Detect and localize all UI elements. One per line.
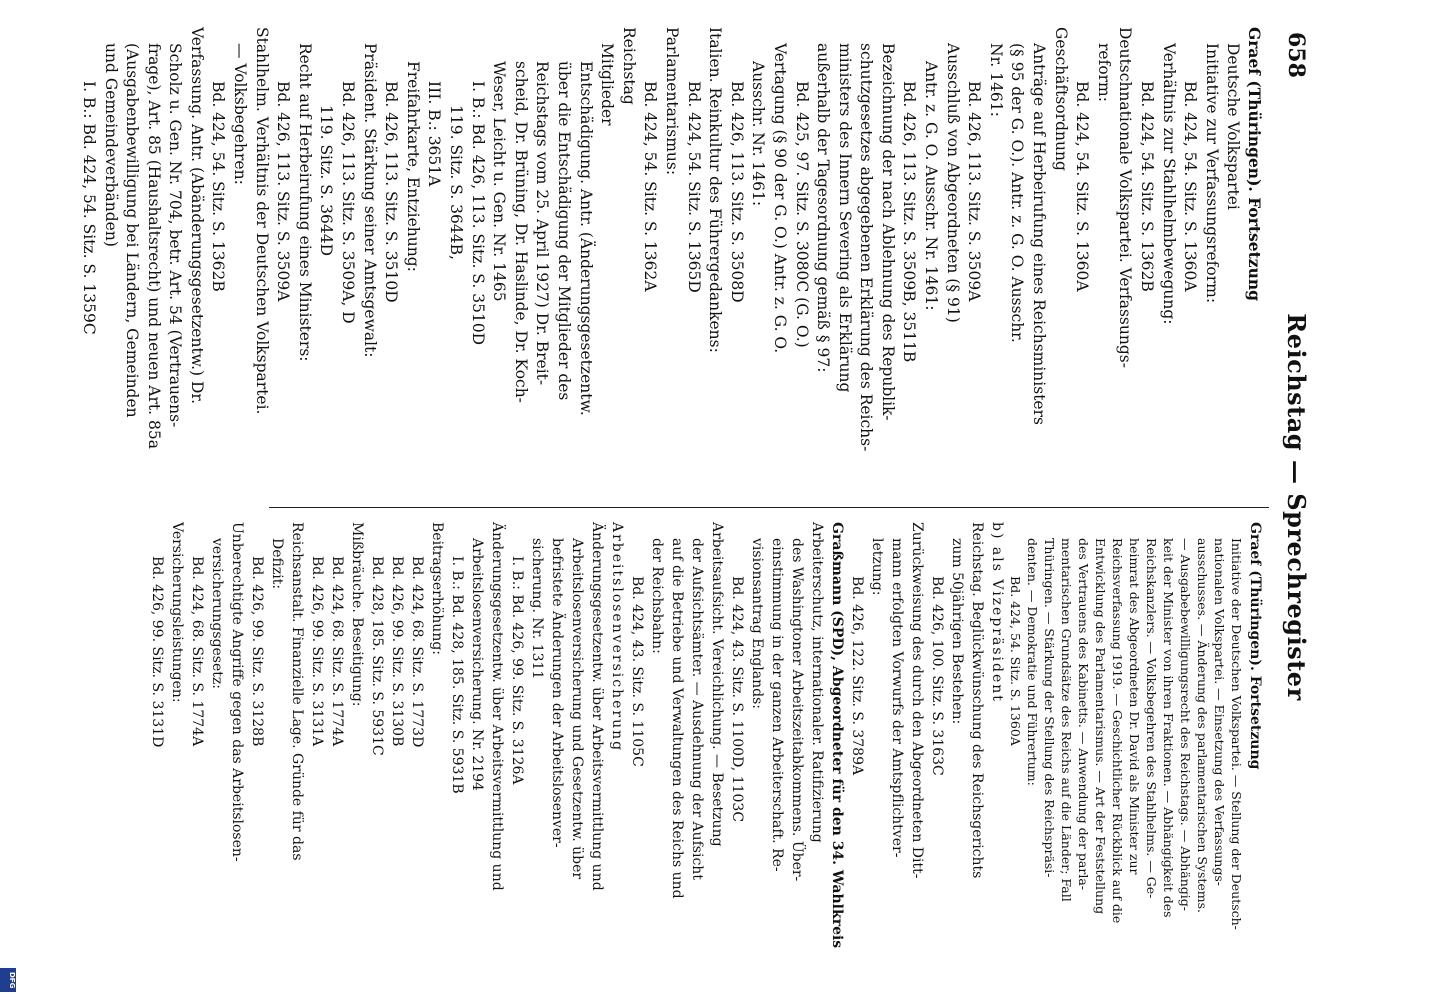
index-entry: I. B.: Bd. 426, 99. Sitz. S. 3126A (509, 556, 525, 785)
index-entry: (§ 95 der G. O.). Antr. z. G. O. Ausschr. (1008, 43, 1027, 343)
index-entry: des Washingtoner Arbeitszeitabkommens. Über- (789, 538, 805, 882)
index-entry: außerhalb der Tagesordnung gemäß § 97: (814, 43, 833, 373)
index-entry: Bd. 426, 99. Sitz. S. 3131D (149, 556, 165, 748)
index-entry: Weser, Leicht u. Gen. Nr. 1465 (490, 61, 509, 302)
index-entry: Ausschr. Nr. 1461: (749, 61, 768, 207)
index-entry: ausschusses. — Änderung des parlamentarischen Systems. (1195, 538, 1210, 914)
index-entry: frage), Art. 85 (Haushaltsrecht) und neuen Art. 85a (144, 43, 163, 449)
index-entry: 119. Sitz. S. 3644D (317, 105, 336, 257)
index-entry: Reichskanzlers. — Volksbegehren des Stahlhelms. — Ge- (1144, 538, 1159, 899)
index-entry: Entwicklung des Parlamentarismus. — Art der Feststellung (1093, 538, 1108, 915)
page-number: 658 (1283, 32, 1309, 78)
index-entry: Bd. 426, 113. Sitz. S. 3509B, 3511B (900, 81, 919, 363)
index-entry: zum 50jährigen Bestehen: (949, 538, 965, 725)
rotated-scanned-page (79, 22, 1317, 992)
index-entry: des Vertrauens des Kabinetts. — Anwendung der parla- (1076, 538, 1091, 891)
index-entry: Arbeitslosenversicherung und Gesetzentw. über (569, 538, 585, 880)
index-entry: Entschädigung. Antr. (Änderungsgesetzentw. (576, 61, 595, 416)
index-entry: heimrat des Abgeordneten Dr. David als Minister zur (1127, 538, 1142, 875)
index-entry: Vertagung (§ 90 der G. O.) Antr. z. G. O. (770, 43, 789, 354)
right-column (140, 522, 1265, 982)
index-entry: Bd. 426, 122. Sitz. S. 3789A (849, 576, 865, 776)
index-entry: Reichstags vom 25. April 1927) Dr. Breit- (533, 61, 552, 386)
index-entry: Scholz u. Gen. Nr. 704, betr. Art. 54 (Vertrauens- (166, 43, 185, 428)
index-entry: der Aufsichtsämter. — Ausdehnung der Aufsicht (689, 538, 705, 880)
index-entry: Mißbräuche. Beseitigung: (349, 522, 365, 707)
index-entry: Thüringen. — Stärkung der Stellung des Reichspräsi- (1042, 538, 1057, 878)
index-entry: Zurückweisung des durch den Abgeordneten Ditt- (909, 522, 925, 879)
index-entry: und Gemeindeverbänden) (101, 43, 120, 247)
index-entry: — Volksbegehren: (231, 43, 250, 185)
index-entry: I. B.: Bd. 424, 54. Sitz. S. 1359C (79, 81, 98, 335)
index-entry: Italien. Reinkultur des Führergedankens: (706, 27, 725, 353)
index-entry: Bezeichnung der nach Ablehnung des Republik- (878, 43, 897, 421)
index-entry: ministers des Innern Severing als Erklärung (835, 43, 854, 393)
index-entry: Präsident. Stärkung seiner Amtsgewalt: (360, 43, 379, 358)
index-entry: Reichstag (619, 27, 638, 105)
index-entry: visionsantrag Englands: (749, 538, 765, 710)
index-entry: — Ausgabebewilligungsrecht des Reichstags. — Abhängig- (1178, 538, 1193, 912)
index-entry: Bd. 426, 113. Sitz. S. 3510D (382, 81, 401, 303)
index-entry: Unberechtigte Angriffe gegen das Arbeitslosen- (229, 522, 245, 862)
index-entry: reform: (1094, 43, 1113, 102)
index-entry: Graßmann (SPD), Abgeordneter für den 34. Wahlkreis (829, 522, 845, 949)
index-entry: Defizit: (269, 538, 285, 590)
index-entry: schutzgesetzes abgegebenen Erklärung des Reichs- (857, 43, 876, 452)
column-divider (269, 507, 1269, 508)
index-entry: Arbeitslosenversicherung. Nr. 2194 (469, 538, 485, 791)
index-entry: b) als Vizepräsident (989, 522, 1005, 703)
index-entry: Bd. 426, 99. Sitz. S. 3130B (389, 556, 405, 747)
index-entry: (Ausgabenbewilligung bei Ländern, Gemeinden (123, 43, 142, 418)
index-entry: Freifahrkarte, Entziehung: (403, 61, 422, 272)
left-column (79, 27, 1265, 487)
index-entry: mann erfolgten Vorwurfs der Amtspflichtver- (889, 538, 905, 858)
index-entry: der Reichsbahn: (649, 538, 665, 654)
index-entry: über die Entschädigung der Mitglieder des (555, 61, 573, 401)
index-entry: Geschäftsordnung (1051, 27, 1070, 171)
running-head: Reichstag — Sprechregister (1282, 313, 1311, 701)
index-entry: Deutschnationale Volkspartei. Verfassungs- (1116, 27, 1135, 368)
index-entry: sicherung. Nr. 1311 (529, 538, 545, 680)
index-entry: Bd. 424, 54. Sitz. S. 1362A (641, 81, 660, 292)
index-entry: keit der Minister von ihren Fraktionen. — Abhängigkeit des (1161, 538, 1176, 918)
index-entry: Bd. 426, 113. Sitz. S. 3509A (274, 81, 293, 302)
index-entry: einstimmung in der ganzen Arbeiterschaft. Re- (769, 538, 785, 872)
index-entry: Graef (Thüringen). Fortsetzung (1245, 27, 1264, 301)
index-entry: Bd. 424, 54. Sitz. S. 1360A (1073, 81, 1092, 292)
index-entry: Stahlhelm. Verhältnis der Deutschen Volkspartei. (252, 27, 271, 415)
index-entry: Recht auf Herbeirufung eines Ministers: (295, 43, 314, 362)
index-entry: Parlamentarismus: (662, 27, 681, 176)
index-entry: Bd. 426, 100. Sitz. S. 3163C (929, 576, 945, 776)
index-entry: Initiative der Deutschen Volkspartei. — Stellung der Deutsch- (1229, 538, 1244, 930)
index-entry: I. B.: Bd. 426, 113. Sitz. S. 3510D (468, 81, 487, 346)
index-entry: Deutsche Volkspartei (1224, 43, 1243, 210)
index-entry: Initiative zur Verfassungsreform: (1202, 43, 1221, 304)
index-entry: befristete Änderungen der Arbeitslosenver- (549, 538, 565, 848)
index-entry: Bd. 424, 43. Sitz. S. 1105C (629, 576, 645, 767)
index-entry: 119. Sitz. S. 3644B, (447, 105, 466, 260)
index-entry: Bd. 426, 113. Sitz. S. 3509A, D (339, 81, 358, 324)
index-entry: Reichsanstalt. Finanzielle Lage. Gründe für das (289, 522, 305, 861)
index-entry: nationalen Volkspartei. — Einsetzung des Verfassungs- (1212, 538, 1227, 886)
index-entry: Ausschluß von Abgeordneten (§ 91) (943, 43, 962, 323)
index-entry: Verfassung. Antr. (Abänderungsgesetzentw.) Dr. (187, 27, 206, 405)
index-entry: Arbeiterschutz, internationaler. Ratifizierung (809, 522, 825, 843)
index-entry: Mitglieder (598, 43, 617, 126)
index-entry: letzung: (869, 538, 885, 596)
index-entry: Verhältnis zur Stahlhelmbewegung: (1159, 43, 1178, 325)
index-entry: Bd. 424, 54. Sitz. S. 1362B (1138, 81, 1157, 292)
index-entry: Bd. 426, 113. Sitz. S. 3509A (965, 81, 984, 302)
index-entry: III. B.: 3651A (425, 81, 444, 187)
index-entry: Bd. 428, 185. Sitz. S. 5931C (369, 556, 385, 756)
index-entry: Bd. 425, 97. Sitz. S. 3080C (G. O.) (792, 81, 811, 348)
index-entry: Arbeitslosenversicherung (609, 522, 625, 753)
index-entry: Antr. z. G. O. Ausschr. Nr. 1461: (922, 61, 941, 311)
index-entry: Änderungsgesetzentw. über Arbeitsvermittlung und (489, 522, 505, 891)
index-entry: Bd. 424, 54. Sitz. S. 1360A (1181, 81, 1200, 292)
index-entry: Nr. 1461: (986, 43, 1005, 117)
index-entry: denten. — Demokratie und Führertum: (1025, 538, 1040, 786)
index-entry: Anträge auf Herbeirufung eines Reichsministers (1030, 43, 1049, 425)
index-entry: Beitragserhöhung: (429, 522, 445, 656)
index-entry: Arbeitsaufsicht. Vereichlichung. — Besetzung (709, 522, 725, 847)
index-entry: Graef (Thüringen). Fortsetzung (1247, 522, 1263, 770)
index-entry: I. B.: Bd. 428, 185. Sitz. S. 5931B (449, 556, 465, 794)
page-header (1277, 22, 1317, 992)
index-entry: scheid, Dr. Brüning, Dr. Haslinde, Dr. Koch- (511, 61, 530, 403)
index-entry: versicherungsgesetz: (209, 538, 225, 689)
index-entry: Bd. 424, 54. Sitz. S. 1365D (684, 81, 703, 293)
index-entry: Bd. 424, 54. Sitz. S. 1360A (1008, 576, 1023, 746)
index-entry: Bd. 424, 68. Sitz. S. 1774A (189, 556, 205, 747)
index-entry: Bd. 424, 68. Sitz. S. 1773D (409, 556, 425, 748)
index-entry: Versicherungsleistungen: (169, 522, 185, 703)
index-entry: Bd. 426, 99. Sitz. S. 3131A (309, 556, 325, 747)
index-entry: Reichsverfassung 1919. — Geschichtlicher Rückblick auf die (1110, 538, 1125, 924)
index-entry: Bd. 426, 99. Sitz. S. 3128B (249, 556, 265, 747)
index-entry: Bd. 424, 68. Sitz. S. 1774A (329, 556, 345, 747)
index-entry: Bd. 424, 54. Sitz. S. 1362B (209, 81, 228, 292)
index-entry: auf die Betriebe und Verwaltungen des Reichs und (669, 538, 685, 899)
index-entry: Änderungsgesetzentw. über Arbeitsvermittlung und (589, 522, 605, 891)
index-entry: Bd. 424, 43. Sitz. S. 1100D, 1103C (729, 576, 745, 823)
index-entry: mentarischen Grundsätze des Reichs auf die Länder; Fall (1059, 538, 1074, 902)
index-entry: Bd. 426, 113. Sitz. S. 3508D (727, 81, 746, 303)
dfg-logo: DFG (0, 968, 16, 992)
index-entry: Reichstag. Beglückwünschung des Reichsgerichts (969, 522, 985, 879)
